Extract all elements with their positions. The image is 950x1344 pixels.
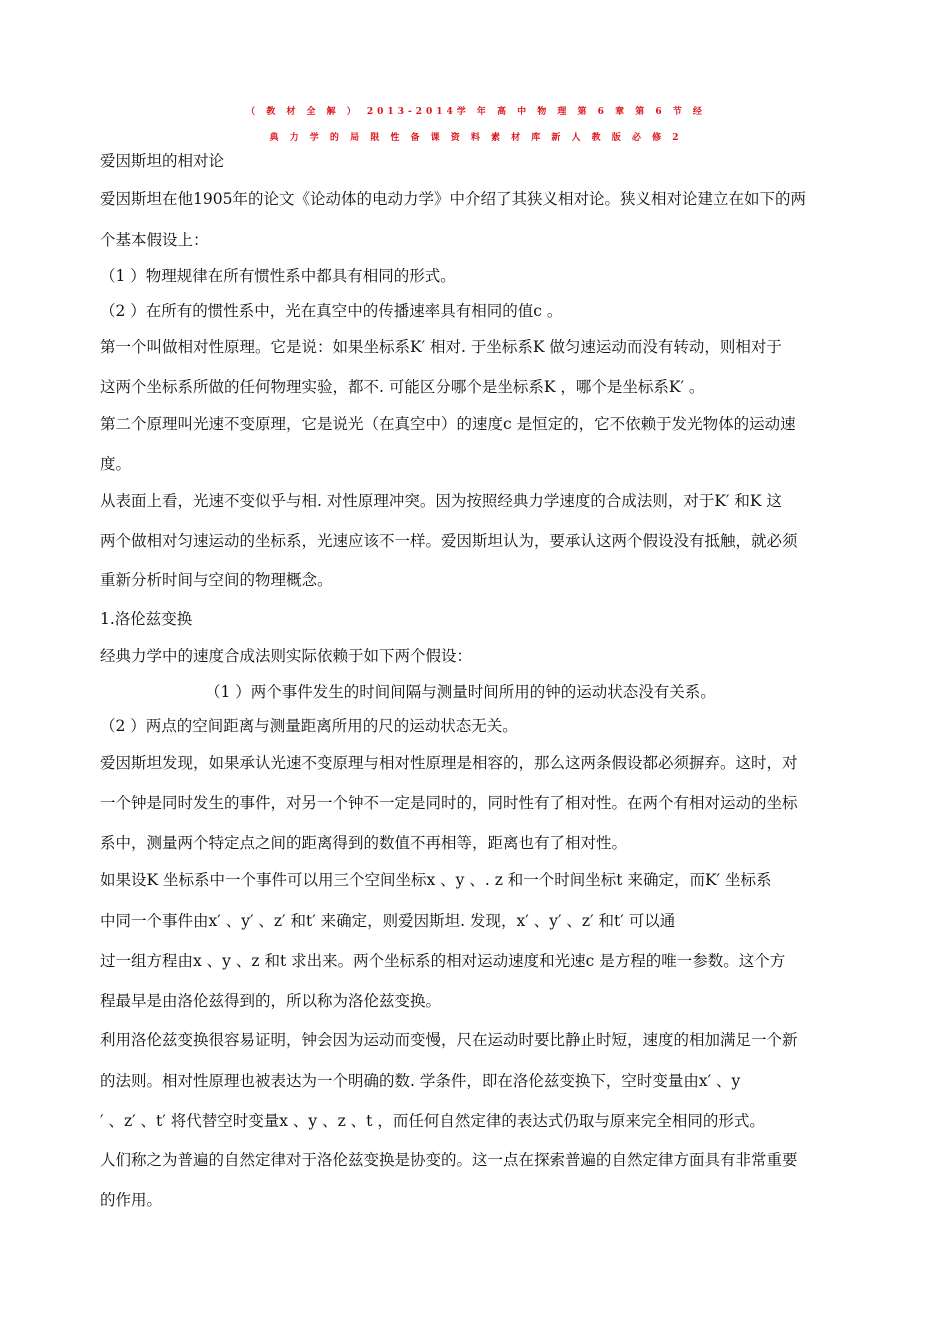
- body-line: 度。: [100, 455, 132, 473]
- subsection-heading: 1.洛伦兹变换: [100, 610, 193, 628]
- section-heading: 爱因斯坦的相对论: [100, 152, 225, 170]
- list-item: （1 ）物理规律在所有惯性系中都具有相同的形式。: [100, 267, 456, 285]
- body-line: 的法则。相对性原理也被表达为一个明确的数. 学条件，即在洛伦兹变换下，空时变量由x′ 、y: [100, 1072, 741, 1090]
- document-title-line-2: 典 力 学 的 局 限 性 备 课 资 料 素 材 库 新 人 教 版 必 修 2: [269, 133, 683, 143]
- body-line: 这两个坐标系所做的任何物理实验，都不. 可能区分哪个是坐标系K ，哪个是坐标系K′ 。: [100, 378, 705, 396]
- body-line: 利用洛伦兹变换很容易证明，钟会因为运动而变慢，尺在运动时要比静止时短，速度的相加满足一个新: [100, 1031, 798, 1049]
- body-line: 重新分析时间与空间的物理概念。: [100, 571, 333, 589]
- body-line: 爱因斯坦发现，如果承认光速不变原理与相对性原理是相容的，那么这两条假设都必须摒弃。这时，对: [100, 754, 798, 772]
- body-line: 如果设K 坐标系中一个事件可以用三个空间坐标x 、y 、. z 和一个时间坐标t 来确定，而K′ 坐标系: [100, 871, 772, 889]
- body-line: 人们称之为普遍的自然定律对于洛伦兹变换是协变的。这一点在探索普遍的自然定律方面具有非常重要: [100, 1151, 798, 1169]
- body-line: 的作用。: [100, 1191, 163, 1209]
- list-item: （1 ）两个事件发生的时间间隔与测量时间所用的钟的运动状态没有关系。: [205, 683, 716, 701]
- body-line: 经典力学中的速度合成法则实际依赖于如下两个假设：: [100, 647, 473, 665]
- body-line: 个基本假设上：: [100, 231, 209, 249]
- body-line: 系中，测量两个特定点之间的距离得到的数值不再相等，距离也有了相对性。: [100, 834, 628, 852]
- body-line: 过一组方程由x 、y 、z 和t 求出来。两个坐标系的相对运动速度和光速c 是方程的唯一参数。这个方: [100, 952, 786, 970]
- body-line: ′ 、z′ 、t′ 将代替空时变量x 、y 、z 、t ，而任何自然定律的表达式仍取与原来完全相同的形式。: [100, 1112, 765, 1130]
- body-line: 两个做相对匀速运动的坐标系，光速应该不一样。爱因斯坦认为，要承认这两个假设没有抵触，就必须: [100, 532, 798, 550]
- document-title-line-1: （ 教 材 全 解 ） 2013-2014学 年 高 中 物 理 第 6 章 第 6 节 经: [246, 107, 706, 117]
- body-line: 从表面上看，光速不变似乎与相. 对性原理冲突。因为按照经典力学速度的合成法则，对于K′ 和K 这: [100, 492, 782, 510]
- body-line: 程最早是由洛伦兹得到的，所以称为洛伦兹变换。: [100, 992, 442, 1010]
- body-line: 第二个原理叫光速不变原理，它是说光（在真空中）的速度c 是恒定的，它不依赖于发光物体的运动速: [100, 415, 796, 433]
- body-line: 爱因斯坦在他1905年的论文《论动体的电动力学》中介绍了其狭义相对论。狭义相对论建立在如下的两: [100, 190, 806, 208]
- body-line: 第一个叫做相对性原理。它是说：如果坐标系K′ 相对. 于坐标系K 做匀速运动而没有转动，则相对于: [100, 338, 782, 356]
- list-item: （2 ）在所有的惯性系中，光在真空中的传播速率具有相同的值c 。: [100, 302, 563, 320]
- body-line: 中同一个事件由x′ 、y′ 、z′ 和t′ 来确定，则爱因斯坦. 发现，x′ 、y′ 、z′ 和t′ 可以通: [100, 912, 676, 930]
- body-line: 一个钟是同时发生的事件，对另一个钟不一定是同时的，同时性有了相对性。在两个有相对运动的坐标: [100, 794, 798, 812]
- list-item: （2 ）两点的空间距离与测量距离所用的尺的运动状态无关。: [100, 717, 518, 735]
